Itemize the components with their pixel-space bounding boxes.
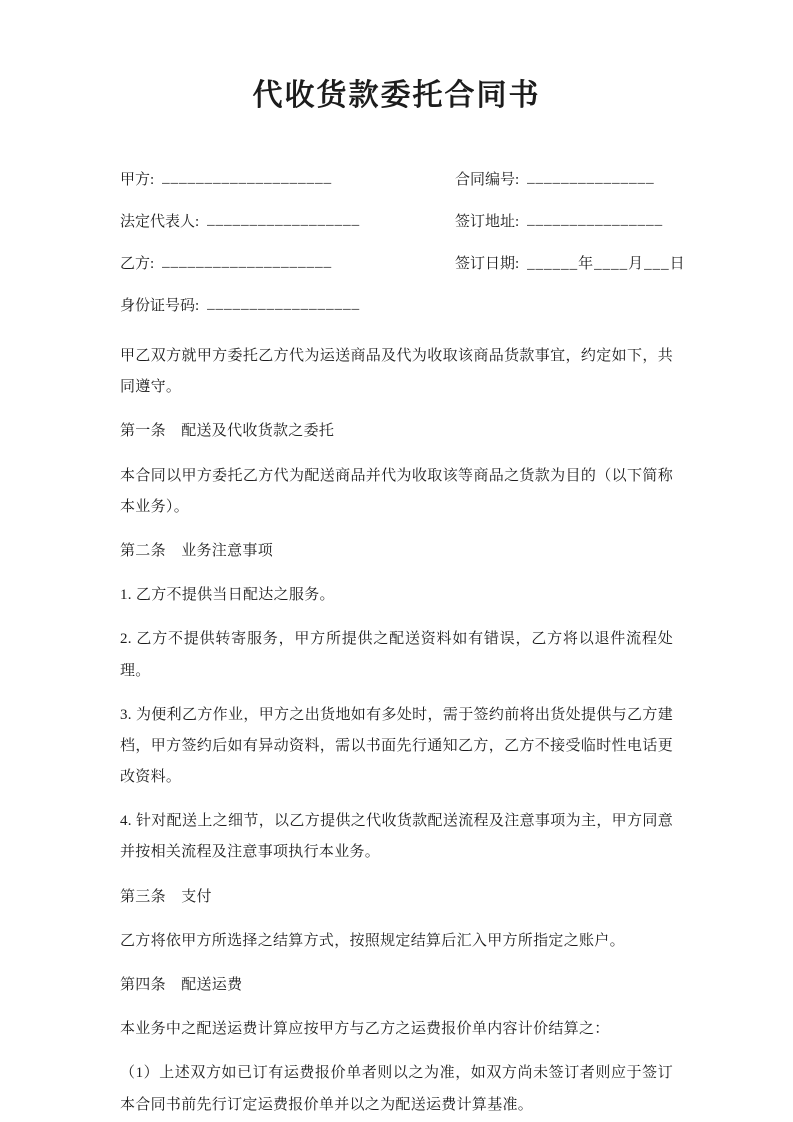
clause-4-subitem-1: （1）上述双方如已订有运费报价单者则以之为准，如双方尚未签订者则应于签订本合同书前先行订定运费报价单并以之为配送运费计算基准。 [120, 1065, 673, 1113]
clause-2-item-2: 2. 乙方不提供转寄服务，甲方所提供之配送资料如有错误，乙方将以退件流程处理。 [120, 631, 673, 679]
field-signing-date-label: 签订日期: [455, 255, 520, 272]
field-id-number-blank: __________________ [207, 295, 361, 312]
field-legal-representative-label: 法定代表人: [120, 213, 200, 230]
contract-body [120, 341, 673, 1121]
field-signing-address [455, 199, 686, 241]
field-legal-representative [120, 199, 455, 241]
header-fields [120, 157, 686, 325]
field-contract-number [455, 157, 686, 199]
field-signing-address-blank: ________________ [527, 211, 664, 228]
field-party-a-label: 甲方: [120, 171, 155, 188]
field-id-number-label: 身份证号码: [120, 297, 200, 314]
clause-1-heading: 第一条 配送及代收货款之委托 [120, 423, 335, 440]
field-signing-date-blank: ______年____月___日 [527, 255, 686, 272]
field-contract-number-blank: _______________ [527, 169, 655, 186]
clause-2-item-1: 1. 乙方不提供当日配达之服务。 [120, 587, 335, 604]
clause-4-body: 本业务中之配送运费计算应按甲方与乙方之运费报价单内容计价结算之： [120, 1021, 610, 1038]
clause-2-heading: 第二条 业务注意事项 [120, 542, 274, 559]
field-party-a [120, 157, 455, 199]
clause-2-item-4: 4. 针对配送上之细节，以乙方提供之代收货款配送流程及注意事项为主，甲方同意并按相关流程及注意事项执行本业务。 [120, 813, 673, 861]
field-party-a-blank: ____________________ [162, 169, 333, 186]
field-signing-address-label: 签订地址: [455, 213, 520, 230]
field-legal-representative-blank: __________________ [207, 211, 361, 228]
paragraph-preamble: 甲乙双方就甲方委托乙方代为运送商品及代为收取该商品货款事宜，约定如下，共同遵守。 [120, 348, 673, 396]
field-id-number [120, 283, 455, 325]
field-party-b [120, 241, 455, 283]
clause-3-heading: 第三条 支付 [120, 888, 212, 905]
document-title: 代收货款委托合同书 [252, 79, 541, 112]
clause-2-item-3: 3. 为便利乙方作业，甲方之出货地如有多处时，需于签约前将出货处提供与乙方建档，甲方签约后如有异动资料，需以书面先行通知乙方，乙方不接受临时性电话更改资料。 [120, 706, 673, 786]
field-party-b-label: 乙方: [120, 255, 155, 272]
clause-3-body: 乙方将依甲方所选择之结算方式，按照规定结算后汇入甲方所指定之账户。 [120, 932, 625, 949]
field-signing-date [455, 241, 686, 283]
field-contract-number-label: 合同编号: [455, 171, 520, 188]
field-empty-cell [455, 283, 686, 325]
field-party-b-blank: ____________________ [162, 253, 333, 270]
clause-1-body: 本合同以甲方委托乙方代为配送商品并代为收取该等商品之货款为目的（以下简称本业务）。 [120, 467, 673, 515]
clause-4-heading: 第四条 配送运费 [120, 977, 243, 993]
